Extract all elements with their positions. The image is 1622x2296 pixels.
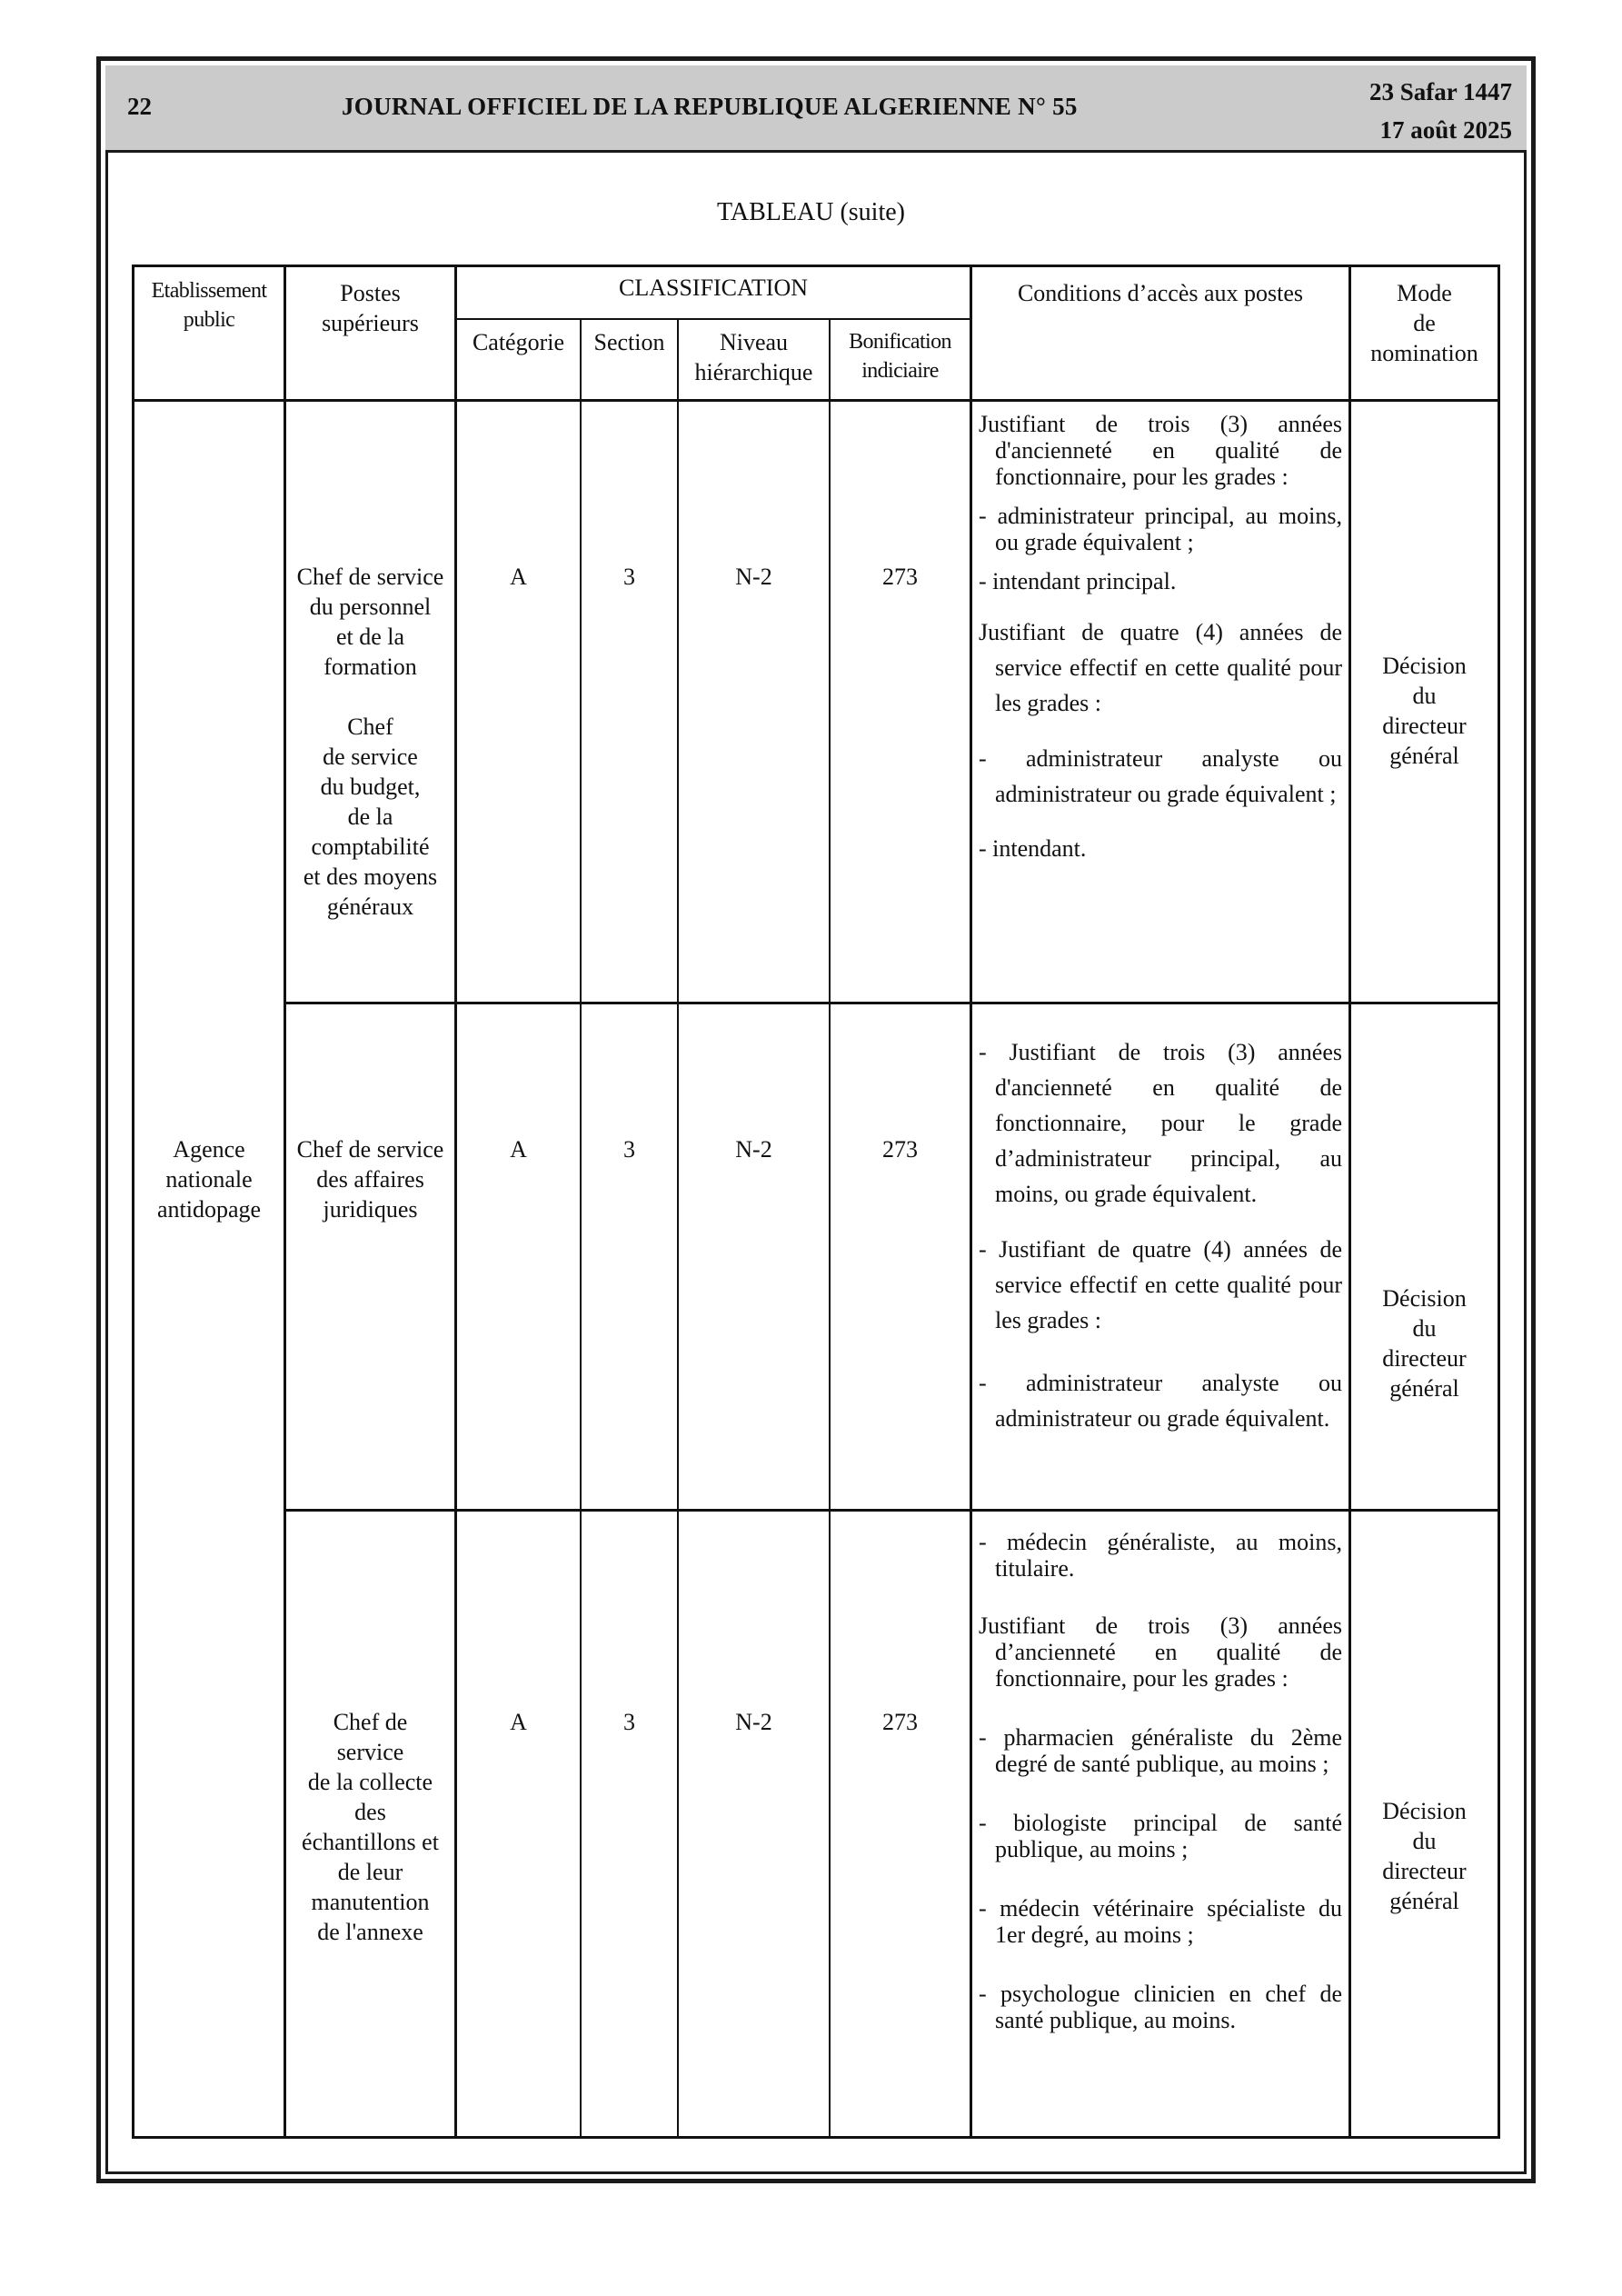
row3-mode: Décision du directeur général — [1382, 1798, 1467, 1914]
row2-niveau: N-2 — [735, 1136, 772, 1163]
row3-postes: Chef de service de la collecte des échantillons et de leur manutention de l'annexe — [302, 1709, 439, 1945]
row2-mode: Décision du directeur général — [1382, 1285, 1467, 1402]
journal-title: JOURNAL OFFICIEL DE LA REPUBLIQUE ALGERIENNE N° 55 — [342, 93, 1078, 120]
row3-conditions: - médecin généraliste, au moins, titulaire. Justifiant de trois (3) années d’ancienneté en qualité de fonctionnaire, pour les grades : - pharmacien généraliste du 2ème degré de santé publique, au moins ; - biologiste principal de santé publique, au moins ; - médecin vétérinaire spécialiste du 1er degré, au moins ; - psychologue clinicien en chef de santé publique, au moins. — [979, 1529, 1342, 2033]
header-postes: Postes supérieurs — [322, 280, 419, 336]
row1-bonification: 273 — [882, 564, 918, 590]
row2-conditions: - Justifiant de trois (3) années d'ancienneté en qualité de fonctionnaire, pour le grade d’administrateur principal, au moins, ou grade équivalent. - Justifiant de quatre (4) années de service effectif en cette qualité pour les grades : - administrateur analyste ou administrateur ou grade équivalent. — [979, 1039, 1342, 1432]
row3-section: 3 — [623, 1709, 635, 1735]
etablissement-cell: Agence nationale antidopage — [156, 1136, 262, 1223]
row1-niveau: N-2 — [735, 564, 772, 590]
header-bonification: Bonification indiciaire — [849, 330, 951, 383]
header-section: Section — [593, 329, 665, 355]
row1-postes: Chef de service du personnel et de la formation Chef de service du budget, de la comptabilité et des moyens généraux — [296, 564, 444, 920]
row1-categorie: A — [510, 564, 527, 590]
header-mode: Mode de nomination — [1370, 280, 1478, 366]
date-hijri: 23 Safar 1447 — [1368, 78, 1512, 105]
row3-niveau: N-2 — [735, 1709, 772, 1735]
header-categorie: Catégorie — [472, 329, 565, 355]
header-niveau: Niveau hiérarchique — [694, 329, 813, 385]
row3-categorie: A — [510, 1709, 527, 1735]
row3-bonification: 273 — [882, 1709, 918, 1735]
row2-categorie: A — [510, 1136, 527, 1163]
header-classification: CLASSIFICATION — [618, 275, 809, 301]
issue-date — [1369, 73, 1512, 149]
header-etablissement: Etablissement public — [151, 279, 267, 332]
table-caption: TABLEAU (suite) — [717, 198, 905, 226]
row2-bonification: 273 — [882, 1136, 918, 1163]
row1-conditions: Justifiant de trois (3) années d'ancienneté en qualité de fonctionnaire, pour les grades : - administrateur principal, au moins, ou grade équivalent ; - intendant principal. Justifiant de quatre (4) années de service effectif en cette qualité pour les grades : - administrateur analyste ou administrateur ou grade équivalent ; - intendant. — [979, 411, 1342, 862]
page-number: 22 — [127, 93, 152, 120]
date-gregorian: 17 août 2025 — [1379, 116, 1512, 144]
row1-section: 3 — [623, 564, 635, 590]
row2-section: 3 — [623, 1136, 635, 1163]
journal-header — [105, 65, 1527, 153]
header-conditions: Conditions d’accès aux postes — [1017, 280, 1304, 306]
row1-mode: Décision du directeur général — [1382, 653, 1467, 769]
row2-postes: Chef de service des affaires juridiques — [296, 1136, 444, 1223]
